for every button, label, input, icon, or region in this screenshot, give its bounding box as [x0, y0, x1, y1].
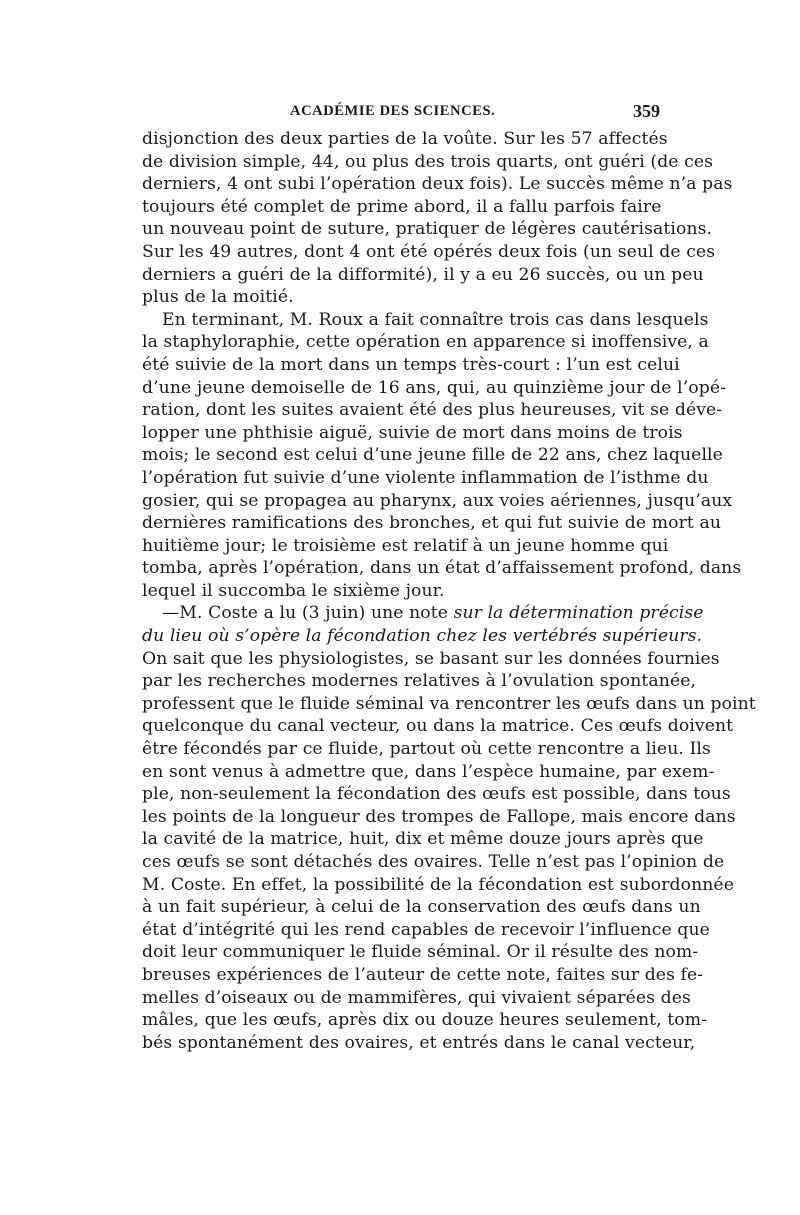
page-number: 359	[633, 101, 660, 121]
text-line: mâles, que les œufs, après dix ou douze heures seulement, tom-	[142, 1010, 708, 1031]
text-line: à un fait supérieur, à celui de la conservation des œufs dans un	[142, 897, 701, 918]
note-title-part1: sur la détermination précise	[453, 603, 704, 624]
text-line: ces œufs se sont détachés des ovaires. Telle n’est pas l’opinion de	[142, 852, 725, 872]
text-line: professent que le fluide séminal va rencontrer les œufs dans un point	[142, 693, 756, 714]
coste-intro-line	[142, 602, 704, 625]
text-line: ple, non-seulement la fécondation des œufs est possible, dans tous	[142, 784, 731, 805]
text-line: de division simple, 44, ou plus des trois quarts, ont guéri (de ces	[142, 151, 714, 172]
text-line: tomba, après l’opération, dans un état d’affaissement profond, dans	[142, 558, 742, 579]
text-line: la cavité de la matrice, huit, dix et même douze jours après que	[142, 829, 704, 850]
text-line: ration, dont les suites avaient été des plus heureuses, vit se déve-	[142, 400, 723, 421]
text-line: doit leur communiquer le fluide séminal. Or il résulte des nom-	[142, 942, 699, 963]
text-line: état d’intégrité qui les rend capables de recevoir l’influence que	[142, 919, 710, 940]
text-line: derniers, 4 ont subi l’opération deux fois). Le succès même n’a pas	[142, 174, 733, 195]
text-line: par les recherches modernes relatives à l’ovulation spontanée,	[142, 671, 697, 692]
text-line: bés spontanément des ovaires, et entrés dans le canal vecteur,	[142, 1032, 696, 1053]
text-line: d’une jeune demoiselle de 16 ans, qui, au quinzième jour de l’opé-	[142, 377, 727, 398]
page-header	[142, 103, 660, 127]
text-line: quelconque du canal vecteur, ou dans la matrice. Ces œufs doivent	[142, 716, 734, 737]
text-line: En terminant, M. Roux a fait connaître trois cas dans lesquels	[162, 309, 709, 330]
text-line: dernières ramifications des bronches, et qui fut suivie de mort au	[142, 513, 721, 534]
text-line: été suivie de la mort dans un temps très-court : l’un est celui	[142, 354, 680, 375]
text-line: en sont venus à admettre que, dans l’espèce humaine, par exem-	[142, 761, 715, 782]
running-title: ACADÉMIE DES SCIENCES.	[290, 103, 496, 119]
text-line: être fécondés par ce fluide, partout où cette rencontre a lieu. Ils	[142, 739, 711, 760]
text-line: derniers a guéri de la difformité), il y a eu 26 succès, ou un peu	[142, 264, 704, 285]
text-line: breuses expériences de l’auteur de cette note, faites sur des fe-	[142, 964, 704, 985]
note-title-part2: du lieu où s’opère la fécondation chez les vertébrés supérieurs.	[142, 626, 703, 647]
text-line: la staphyloraphie, cette opération en apparence si inoffensive, a	[142, 332, 709, 353]
text-line: disjonction des deux parties de la voûte. Sur les 57 affectés	[142, 129, 668, 149]
text-line: toujours été complet de prime abord, il a fallu parfois faire	[142, 196, 662, 217]
note-title-line	[142, 625, 703, 648]
text-line: huitième jour; le troisième est relatif à un jeune homme qui	[142, 535, 669, 556]
body-text	[142, 128, 756, 1054]
text-line: l’opération fut suivie d’une violente inflammation de l’isthme du	[142, 467, 709, 488]
text-line: les points de la longueur des trompes de Fallope, mais encore dans	[142, 806, 736, 827]
text-line: lequel il succomba le sixième jour.	[142, 580, 445, 601]
text-line: lopper une phthisie aiguë, suivie de mort dans moins de trois	[142, 422, 683, 443]
text-line: mois; le second est celui d’une jeune fille de 22 ans, chez laquelle	[142, 445, 723, 466]
text-line: On sait que les physiologistes, se basant sur les données fournies	[142, 648, 720, 669]
text-line: plus de la moitié.	[142, 287, 294, 308]
coste-intro-prefix: —M. Coste a lu (3 juin) une note	[162, 603, 454, 624]
text-line: un nouveau point de suture, pratiquer de légères cautérisations.	[142, 219, 713, 240]
text-line: Sur les 49 autres, dont 4 ont été opérés deux fois (un seul de ces	[142, 241, 716, 262]
text-line: gosier, qui se propagea au pharynx, aux voies aériennes, jusqu’aux	[142, 490, 733, 511]
text-line: M. Coste. En effet, la possibilité de la fécondation est subordonnée	[142, 874, 734, 895]
text-line: melles d’oiseaux ou de mammifères, qui vivaient séparées des	[142, 987, 691, 1008]
